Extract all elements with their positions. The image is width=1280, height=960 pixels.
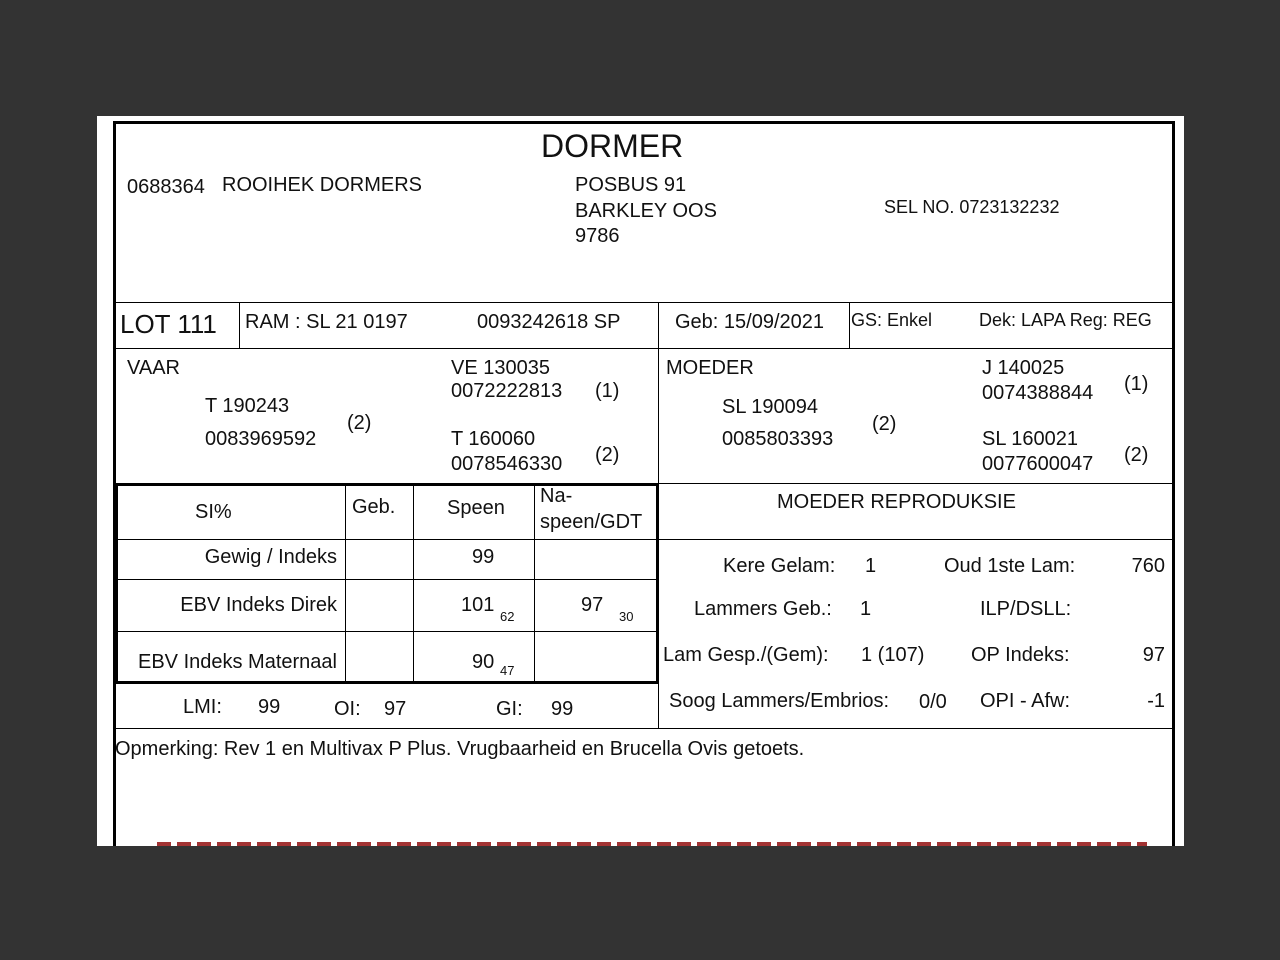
sire-number: 0083969592 [205,428,317,450]
divider [115,579,659,580]
lmi-label: LMI: [183,696,222,718]
divider [659,539,1172,540]
gesp-value: 1 (107) [861,644,925,666]
dam-dam-grade: (2) [1124,444,1149,466]
sire-dam-name: T 160060 [451,428,536,450]
sire-label: VAAR [127,357,180,379]
sire-sire-name: VE 130035 [451,357,550,379]
header-si: SI% [195,501,232,523]
table-bottom-border [115,681,659,684]
row-label: EBV Indeks Direk [180,594,337,616]
naspeen-accuracy: 30 [619,609,634,624]
ram-reg-number: 0093242618 SP [477,311,621,333]
gi-value: 99 [551,698,574,720]
speen-value: 101 [461,594,495,616]
oi-value: 97 [384,698,407,720]
oud-label: Oud 1ste Lam: [944,555,1076,577]
row-label: EBV Indeks Maternaal [138,651,337,673]
oi-label: OI: [334,698,361,720]
dam-dam-name: SL 160021 [982,428,1079,450]
divider [116,348,1172,349]
dam-label: MOEDER [666,357,754,379]
divider [116,728,1172,729]
sire-grade: (2) [347,412,372,434]
gi-label: GI: [496,698,523,720]
dam-dam-number: 0077600047 [982,453,1094,475]
opi-value: -1 [1147,690,1165,712]
header-na: Na- [540,485,573,507]
table-left-border [115,483,118,684]
dam-number: 0085803393 [722,428,834,450]
lammers-value: 1 [860,598,872,620]
cell-number: SEL NO. 0723132232 [884,197,1060,217]
sire-sire-grade: (1) [595,380,620,402]
dam-grade: (2) [872,413,897,435]
lot-number: LOT 111 [120,309,217,339]
table-right-border [656,483,659,684]
divider [345,483,346,681]
divider [658,681,659,728]
lot-card [97,116,1184,846]
divider [849,302,850,348]
soog-label: Soog Lammers/Embrios: [669,690,890,712]
address-line-2: BARKLEY OOS [575,200,717,222]
opi-label: OPI - Afw: [980,690,1071,712]
breed-title: DORMER [541,128,684,164]
dam-name: SL 190094 [722,396,819,418]
remark: Opmerking: Rev 1 en Multivax P Plus. Vrugbaarheid en Brucella Ovis getoets. [115,738,805,760]
ram-id: RAM : SL 21 0197 [245,311,408,333]
ilp-label: ILP/DSLL: [980,598,1072,620]
row-label: Gewig / Indeks [204,546,337,568]
kere-label: Kere Gelam: [723,555,836,577]
sire-dam-number: 0078546330 [451,453,563,475]
speen-value: 99 [472,546,495,568]
sire-name: T 190243 [205,395,290,417]
postcode: 9786 [575,225,620,247]
divider [658,302,659,348]
cut-off-text-edge [157,842,1147,846]
op-value: 97 [1142,644,1165,666]
speen-accuracy: 47 [500,663,515,678]
divider [413,483,414,681]
divider [534,483,535,681]
gesp-label: Lam Gesp./(Gem): [663,644,829,666]
divider [659,483,1172,484]
op-label: OP Indeks: [971,644,1070,666]
divider [115,631,659,632]
dam-sire-name: J 140025 [982,357,1065,379]
divider [658,348,659,484]
sire-sire-number: 0072222813 [451,380,563,402]
lammers-label: Lammers Geb.: [694,598,832,620]
birth-date: Geb: 15/09/2021 [675,311,825,333]
header-geb: Geb. [352,496,396,518]
naspeen-value: 97 [581,594,604,616]
divider [239,302,240,348]
oud-value: 760 [1131,555,1165,577]
divider [115,539,659,540]
birth-status: GS: Enkel [851,310,933,330]
dek-reg: Dek: LAPA Reg: REG [979,310,1152,330]
header-naspeen: speen/GDT [540,511,643,533]
soog-value: 0/0 [919,691,947,713]
speen-accuracy: 62 [500,609,515,624]
reproduction-title: MOEDER REPRODUKSIE [777,491,1016,513]
dam-sire-number: 0074388844 [982,382,1094,404]
breeder-number: 0688364 [127,176,205,198]
header-speen: Speen [447,497,505,519]
dam-sire-grade: (1) [1124,373,1149,395]
divider [116,302,1172,303]
kere-value: 1 [865,555,877,577]
address-line-1: POSBUS 91 [575,174,687,196]
speen-value: 90 [472,651,495,673]
table-top-border [115,483,659,486]
lmi-value: 99 [258,696,281,718]
sire-dam-grade: (2) [595,444,620,466]
breeder-name: ROOIHEK DORMERS [222,174,423,196]
